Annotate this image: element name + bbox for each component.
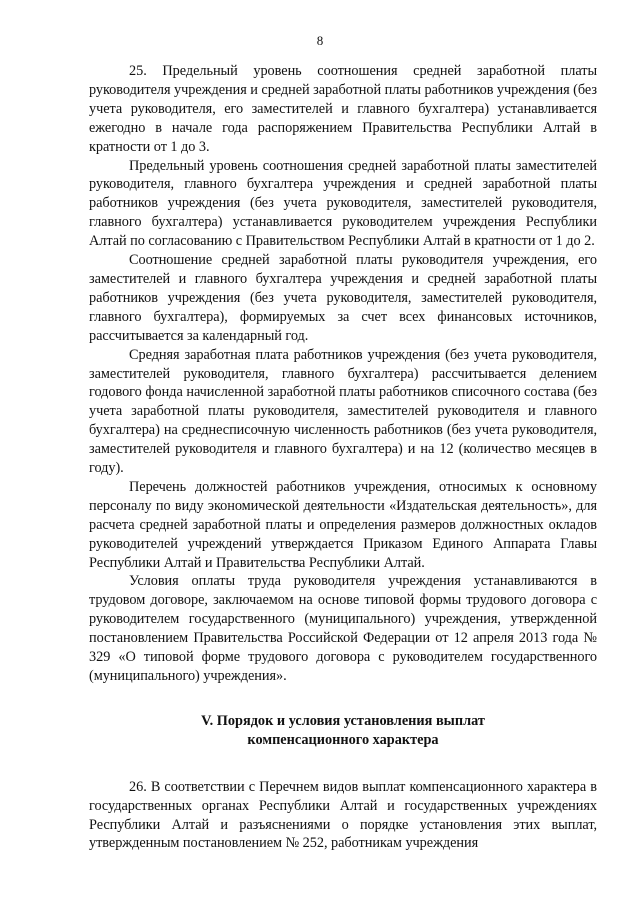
paragraph-labor-contract: Условия оплаты труда руководителя учреждения устанавливаются в трудовом договоре, заключаемом на основе типовой формы трудового договора с руководителем государственного (муниципального) учреждения, утвержденной постановлением Правительства Российской Федерации от 12 апреля 2013 года № 329 «О типовой форме трудового договора с руководителем государственного (муниципального) учреждения». [89,573,597,684]
document-body [89,62,597,853]
paragraph-deputy-ratio: Предельный уровень соотношения средней заработной платы заместителей руководителя, главного бухгалтера учреждения и средней заработной платы работников учреждения (без учета руководителя, заместителей руководителя, главного бухгалтера) устанавливается руководителем учреждения Республики Алтай по согласованию с Правительством Республики Алтай в кратности от 1 до 2. [89,157,597,250]
paragraph-average-salary: Средняя заработная плата работников учреждения (без учета руководителя, заместителей руководителя, главного бухгалтера) рассчитывается делением годового фонда начисленной заработной платы работников списочного состава (без учета заработной платы руководителя, заместителей руководителя и главного бухгалтера) на среднесписочную численность работников (без учета руководителя, заместителей руководителя и главного бухгалтера) и на 12 (количество месяцев в году). [89,346,597,477]
paragraph-positions-list: Перечень должностей работников учреждения, относимых к основному персоналу по виду экономической деятельности «Издательская деятельность», для расчета средней заработной платы и определения размеров должностных окладов руководителей учреждений утверждается Приказом Единого Аппарата Главы Республики Алтай и Правительства Республики Алтай. [89,478,597,571]
section-heading-line-2: компенсационного характера [247,731,439,748]
paragraph-ratio-calculation: Соотношение средней заработной платы руководителя учреждения, его заместителей и главного бухгалтера учреждения и средней заработной платы работников учреждения (без учета руководителя, заместителей руководителя, главного бухгалтера), формируемых за счет всех финансовых источников, рассчитывается за календарный год. [89,252,597,344]
section-heading-line-1: V. Порядок и условия установления выплат [201,712,485,729]
paragraph-26-compensation: 26. В соответствии с Перечнем видов выплат компенсационного характера в государственных органах Республики Алтай и государственных учреждениях Республики Алтай и разъяснениями о порядке установления этих выплат, утвержденным постановлением № 252, работникам учреждения [89,778,597,852]
page-number: 8 [316,33,324,48]
section-heading [89,712,597,750]
paragraph-25-limit-ratio: 25. Предельный уровень соотношения средней заработной платы руководителя учреждения и средней заработной платы работников учреждения (без учета руководителя, его заместителей и главного бухгалтера) устанавливается ежегодно в начале года распоряжением Правительства Республики Алтай в кратности от 1 до 3. [89,63,597,155]
